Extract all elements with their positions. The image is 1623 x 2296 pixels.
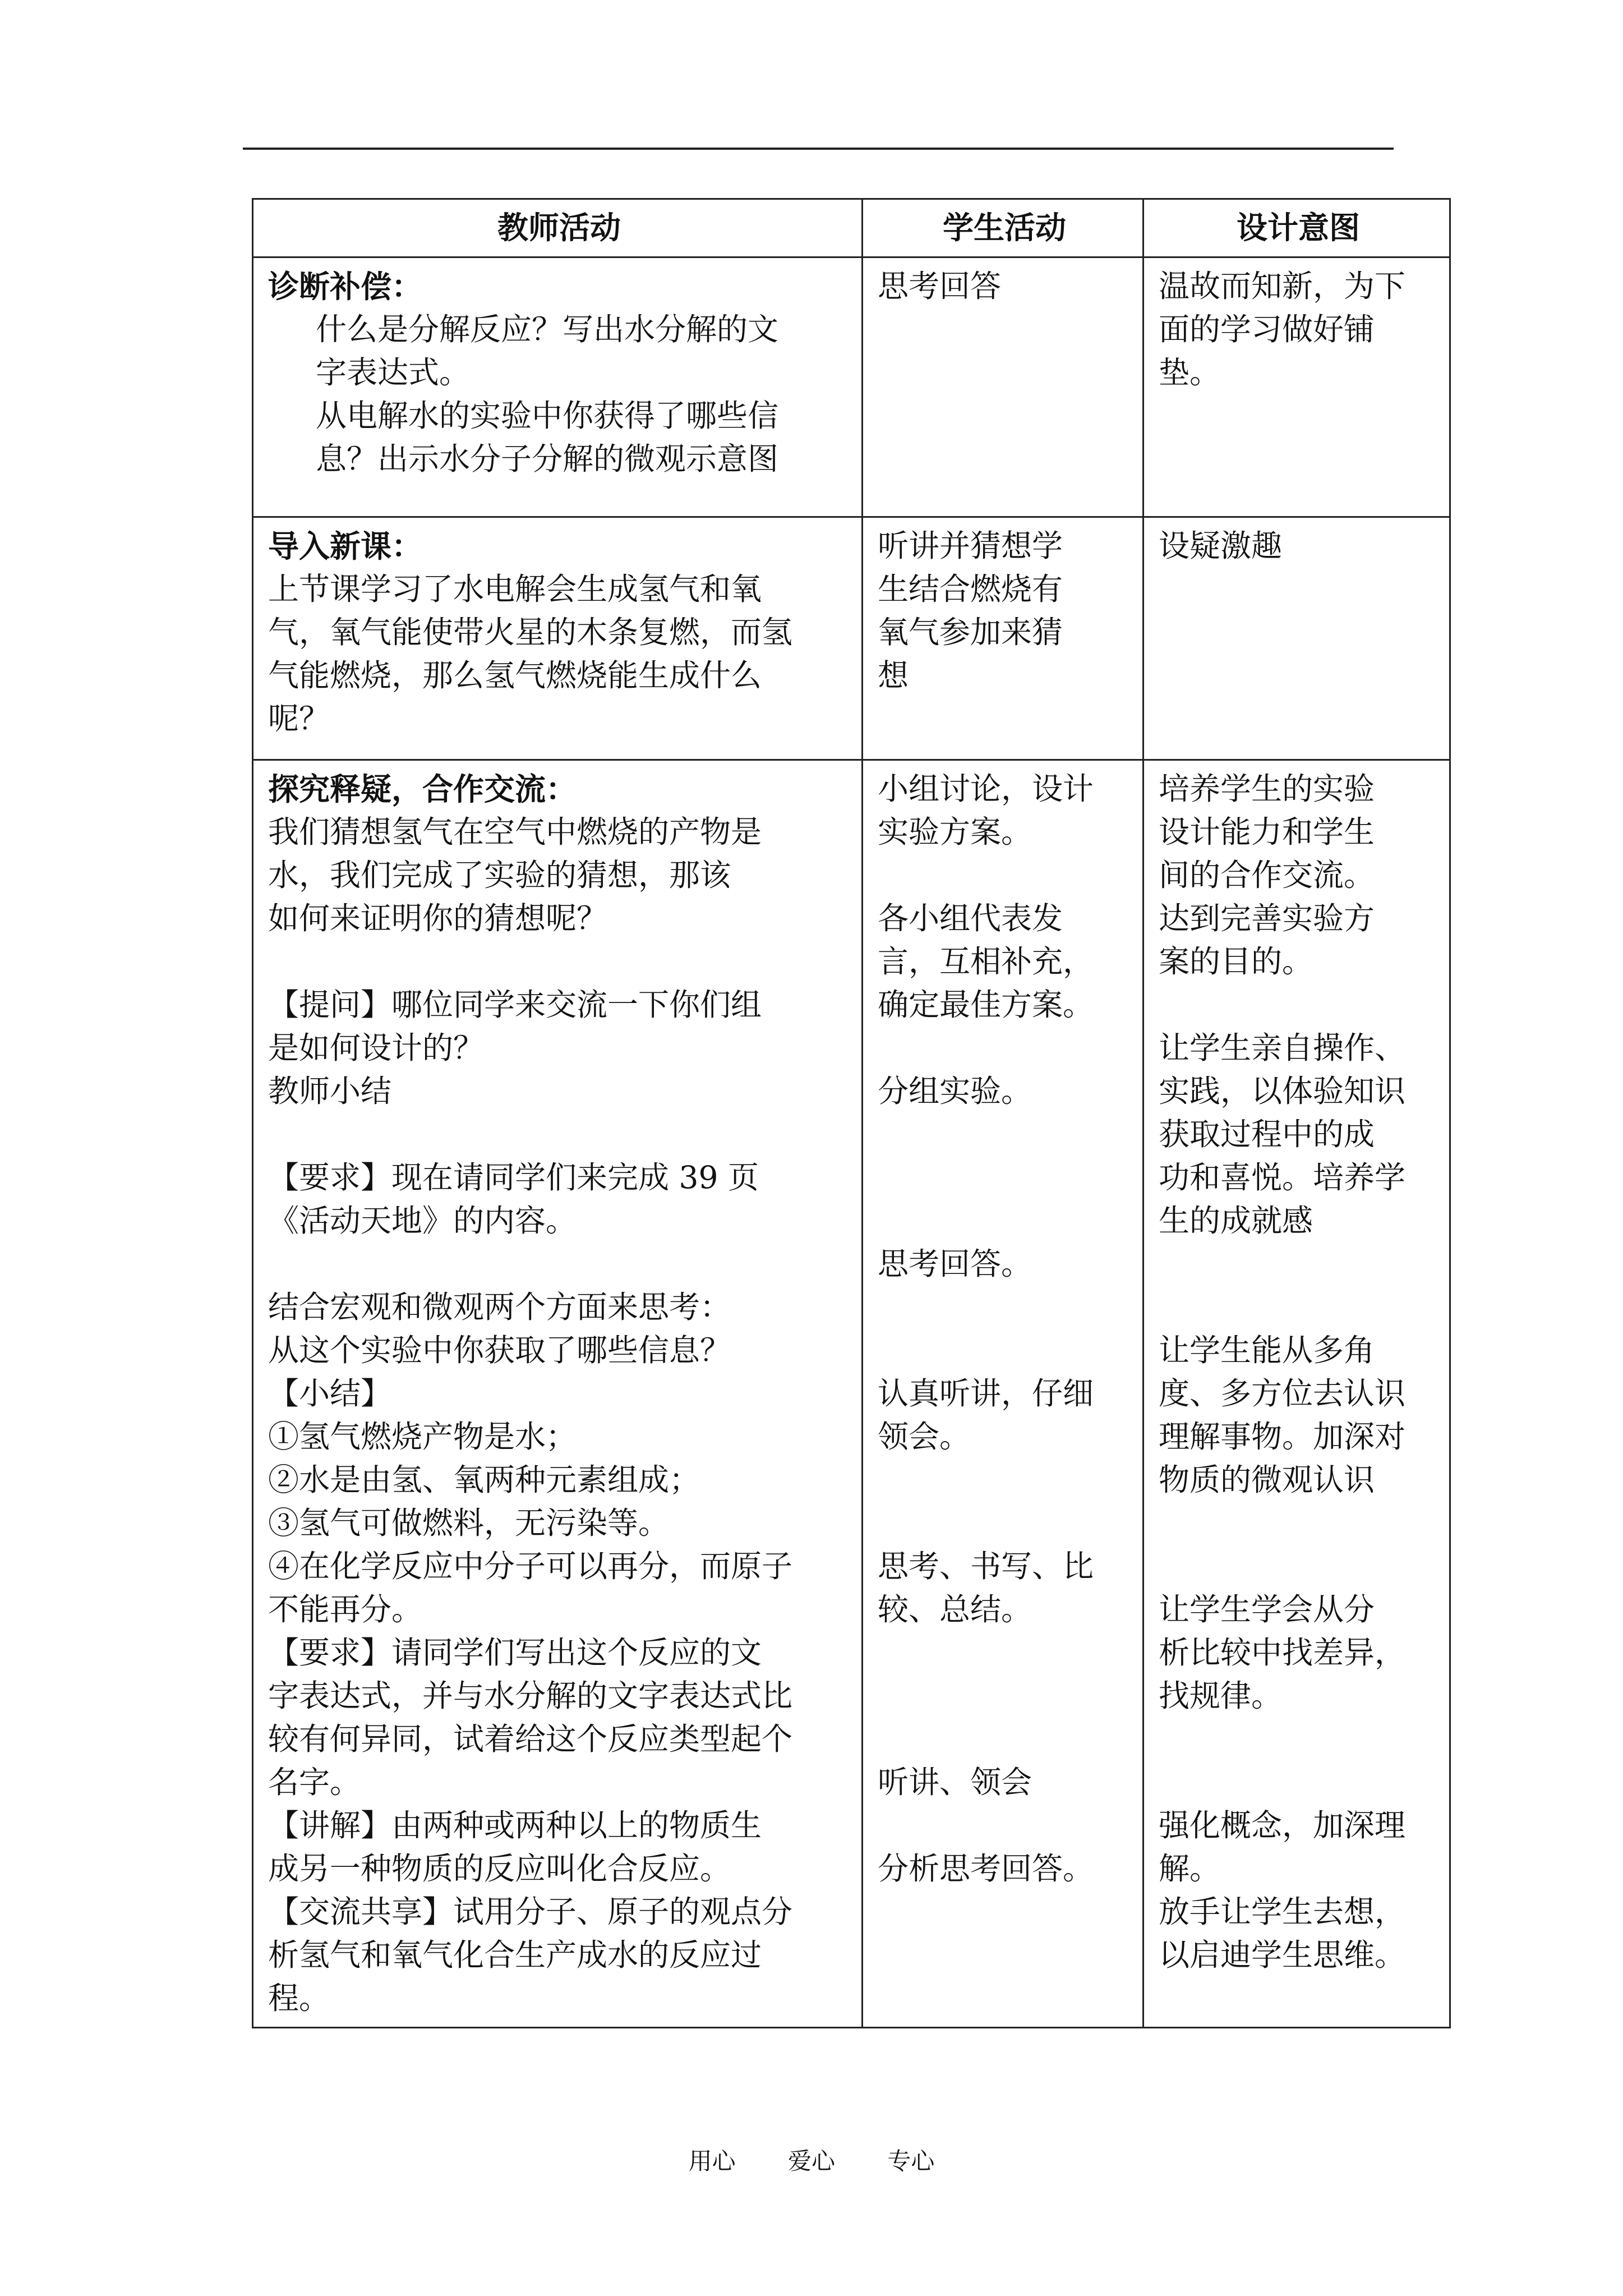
cell-line: 听讲、领会 xyxy=(878,1764,1032,1800)
cell-line: 实验方案。 xyxy=(878,814,1032,850)
lesson-plan-table xyxy=(252,198,1451,2028)
cell-line: 各小组代表发 xyxy=(878,900,1063,936)
blank-line xyxy=(878,1027,1131,1070)
cell-line: 解。 xyxy=(1159,1851,1221,1887)
blank-line xyxy=(878,1631,1131,1674)
cell-line: 水，我们完成了实验的猜想，那该 xyxy=(268,857,731,893)
footer-text: 爱心 xyxy=(787,2147,835,2175)
cell-line: 析比较中找差异， xyxy=(1159,1635,1406,1671)
cell-line: 达到完善实验方 xyxy=(1159,900,1375,936)
cell-line: 温故而知新，为下 xyxy=(1159,268,1406,304)
blank-line xyxy=(878,1286,1131,1329)
blank-line xyxy=(878,1329,1131,1372)
cell-line: 呢？ xyxy=(268,701,330,737)
blank-line xyxy=(878,1199,1131,1243)
cell-line: 【要求】请同学们写出这个反应的文 xyxy=(268,1635,762,1671)
blank-line xyxy=(1159,1761,1438,1804)
teacher-cell xyxy=(253,517,863,760)
cell-line: 想 xyxy=(878,657,909,693)
cell-line: 教师小结 xyxy=(268,1073,392,1109)
cell-line: 【讲解】由两种或两种以上的物质生 xyxy=(268,1807,762,1843)
teacher-cell xyxy=(253,257,863,517)
blank-line xyxy=(878,1804,1131,1847)
cell-line: 认真听讲，仔细 xyxy=(878,1375,1094,1411)
cell-line: ④在化学反应中分子可以再分，而原子 xyxy=(268,1548,793,1584)
section-title: 探究释疑，合作交流： xyxy=(268,771,577,807)
design-cell xyxy=(1144,257,1450,517)
blank-line xyxy=(878,854,1131,897)
cell-line: 面的学习做好铺 xyxy=(1159,311,1375,347)
cell-line: 找规律。 xyxy=(1159,1678,1283,1714)
cell-line: 较有何异同，试着给这个反应类型起个 xyxy=(268,1721,793,1757)
header-rule xyxy=(243,148,1394,150)
cell-line: 分析思考回答。 xyxy=(878,1851,1094,1887)
cell-line: 确定最佳方案。 xyxy=(878,987,1094,1023)
blank-line xyxy=(1159,1502,1438,1545)
cell-line: 生的成就感 xyxy=(1159,1203,1313,1239)
cell-line: 让学生能从多角 xyxy=(1159,1332,1375,1368)
cell-line: 理解事物。加深对 xyxy=(1159,1419,1406,1455)
cell-line: 功和喜悦。培养学 xyxy=(1159,1159,1406,1195)
cell-line: 言，互相补充， xyxy=(878,944,1094,979)
student-cell xyxy=(863,257,1144,517)
cell-line: ③氢气可做燃料，无污染等。 xyxy=(268,1505,670,1541)
cell-line: 气能燃烧，那么氢气燃烧能生成什么 xyxy=(268,657,762,693)
blank-line xyxy=(878,1113,1131,1156)
cell-line: 程。 xyxy=(268,1980,330,2016)
blank-line xyxy=(1159,1718,1438,1761)
blank-line xyxy=(878,1156,1131,1199)
cell-line: 培养学生的实验 xyxy=(1159,771,1375,807)
cell-line: 较、总结。 xyxy=(878,1591,1032,1627)
cell-line: 息？出示水分子分解的微观示意图 xyxy=(316,441,779,477)
cell-line: 强化概念，加深理 xyxy=(1159,1807,1406,1843)
cell-line: 小组讨论，设计 xyxy=(878,771,1094,807)
cell-line: 听讲并猜想学 xyxy=(878,528,1063,564)
cell-line: 气，氧气能使带火星的木条复燃，而氢 xyxy=(268,614,793,650)
blank-line xyxy=(1159,1545,1438,1588)
cell-line: 如何来证明你的猜想呢？ xyxy=(268,900,608,936)
cell-line: 生结合燃烧有 xyxy=(878,571,1063,607)
student-cell xyxy=(863,517,1144,760)
cell-line: 领会。 xyxy=(878,1419,971,1455)
cell-line: 以启迪学生思维。 xyxy=(1159,1937,1406,1973)
cell-line: 不能再分。 xyxy=(268,1591,423,1627)
cell-line: 设计能力和学生 xyxy=(1159,814,1375,850)
section-title: 导入新课： xyxy=(268,528,423,564)
cell-line: 字表达式。 xyxy=(316,355,471,390)
blank-line xyxy=(1159,1243,1438,1286)
cell-line: 让学生亲自操作、 xyxy=(1159,1030,1406,1066)
cell-line: 实践，以体验知识 xyxy=(1159,1073,1406,1109)
cell-line: 物质的微观认识 xyxy=(1159,1462,1375,1498)
cell-line: 名字。 xyxy=(268,1764,361,1800)
blank-line xyxy=(878,1502,1131,1545)
cell-line: 从这个实验中你获取了哪些信息？ xyxy=(268,1332,731,1368)
cell-line: 【要求】现在请同学们来完成 39 页 xyxy=(268,1159,759,1195)
cell-line: 析氢气和氧气化合生产成水的反应过 xyxy=(268,1937,762,1973)
cell-line: 思考回答 xyxy=(878,268,1002,304)
header-student-activity: 学生活动 xyxy=(863,199,1144,257)
cell-line: 度、多方位去认识 xyxy=(1159,1375,1406,1411)
cell-line: 我们猜想氢气在空气中燃烧的产物是 xyxy=(268,814,762,850)
design-cell xyxy=(1144,760,1450,2028)
cell-line: 间的合作交流。 xyxy=(1159,857,1375,893)
blank-line xyxy=(268,1243,850,1286)
cell-line: 上节课学习了水电解会生成氢气和氧 xyxy=(268,571,762,607)
cell-line: 【小结】 xyxy=(268,1375,392,1411)
cell-line: 什么是分解反应？写出水分解的文 xyxy=(316,311,779,347)
blank-line xyxy=(1159,1286,1438,1329)
header-teacher-activity: 教师活动 xyxy=(253,199,863,257)
table-row xyxy=(253,517,1450,760)
footer-text: 用心 xyxy=(688,2147,736,2175)
blank-line xyxy=(1159,983,1438,1027)
teacher-cell xyxy=(253,760,863,2028)
cell-line: 从电解水的实验中你获得了哪些信 xyxy=(316,398,779,434)
cell-line: 分组实验。 xyxy=(878,1073,1032,1109)
cell-line: 案的目的。 xyxy=(1159,944,1313,979)
cell-line: 《活动天地》的内容。 xyxy=(268,1203,577,1239)
cell-line: ②水是由氢、氧两种元素组成； xyxy=(268,1462,700,1498)
section-title: 诊断补偿： xyxy=(268,268,423,305)
cell-line: 思考回答。 xyxy=(878,1246,1032,1282)
cell-line: 氧气参加来猜 xyxy=(878,614,1063,650)
cell-line: 结合宏观和微观两个方面来思考： xyxy=(268,1289,731,1325)
design-cell xyxy=(1144,517,1450,760)
cell-line: 字表达式，并与水分解的文字表达式比 xyxy=(268,1678,793,1714)
page-footer xyxy=(0,2143,1623,2177)
cell-line: 【提问】哪位同学来交流一下你们组 xyxy=(268,987,762,1023)
cell-line: ①氢气燃烧产物是水； xyxy=(268,1419,577,1455)
cell-line: 获取过程中的成 xyxy=(1159,1116,1375,1152)
blank-line xyxy=(268,1113,850,1156)
student-cell xyxy=(863,760,1144,2028)
cell-line: 让学生学会从分 xyxy=(1159,1591,1375,1627)
cell-line: 思考、书写、比 xyxy=(878,1548,1094,1584)
cell-line: 放手让学生去想， xyxy=(1159,1894,1406,1930)
blank-line xyxy=(268,940,850,983)
cell-line: 【交流共享】试用分子、原子的观点分 xyxy=(268,1894,793,1930)
table-header-row xyxy=(253,199,1450,257)
blank-line xyxy=(878,1718,1131,1761)
cell-line: 设疑激趣 xyxy=(1159,528,1283,564)
table-row xyxy=(253,257,1450,517)
table-row xyxy=(253,760,1450,2028)
blank-line xyxy=(878,1458,1131,1502)
cell-line: 成另一种物质的反应叫化合反应。 xyxy=(268,1851,731,1887)
blank-line xyxy=(878,1674,1131,1718)
footer-text: 专心 xyxy=(887,2147,935,2175)
cell-line: 垫。 xyxy=(1159,355,1221,390)
cell-line: 是如何设计的？ xyxy=(268,1030,485,1066)
header-design-intent: 设计意图 xyxy=(1144,199,1450,257)
